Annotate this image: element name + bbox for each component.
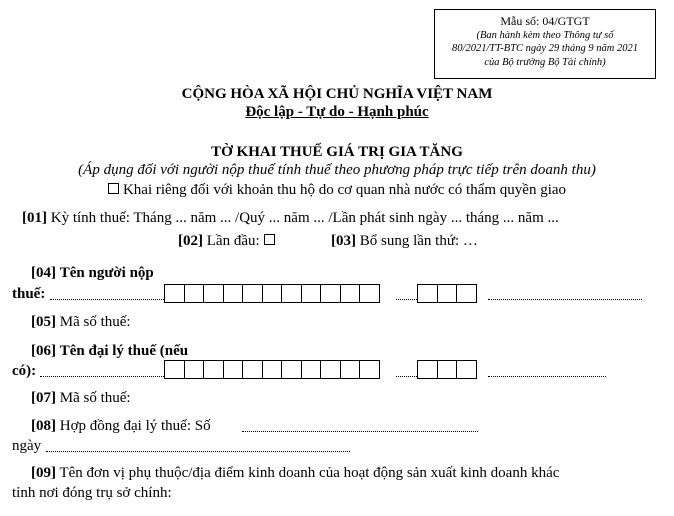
field-02 [178,233,275,250]
motto-text: Độc lập - Tự do - Hạnh phúc [245,104,429,120]
field-05-code: [05] [31,314,56,330]
field-09-line-2: tỉnh nơi đóng trụ sở chính: [12,485,172,501]
field-03-text[interactable]: Bổ sung lần thứ: … [359,233,478,249]
separate-declaration-checkbox[interactable] [108,183,119,194]
field-01-code: [01] [22,210,47,226]
agent-name-dots-3[interactable] [488,376,606,377]
agent-contract-number-dots[interactable] [242,431,478,432]
field-05-text: Mã số thuế: [59,314,131,330]
field-05 [31,314,131,331]
field-08-date-label: ngày [12,438,42,454]
form-title: TỜ KHAI THUẾ GIÁ TRỊ GIA TĂNG [211,144,463,160]
field-02-code: [02] [178,233,203,249]
field-06-line-1 [31,343,188,360]
agent-name-dots-2[interactable] [396,376,417,377]
taxpayer-name-dots-1[interactable] [50,299,164,300]
national-motto [0,104,674,121]
field-01-text[interactable]: Kỳ tính thuế: Tháng ... năm ... /Quý ... năm ... /Lần phát sinh ngày ... tháng ... năm ... [50,210,559,226]
field-08-text: Hợp đồng đại lý thuế: Số [59,418,211,434]
agent-tax-code-cells[interactable] [164,360,379,379]
field-03-code: [03] [331,233,356,249]
field-04-label-cont: thuế: [12,286,46,302]
field-08 [31,418,211,435]
first-time-checkbox[interactable] [264,234,275,245]
field-09-line-1 [31,465,559,482]
field-01 [22,210,559,227]
field-09-code: [09] [31,465,56,481]
field-04-label: Tên người nộp [59,265,154,281]
field-07-text: Mã số thuế: [59,390,131,406]
field-04-code: [04] [31,265,56,281]
agent-name-dots-1[interactable] [40,376,164,377]
field-07 [31,390,131,407]
taxpayer-tax-code-cells[interactable] [164,284,379,303]
field-08-code: [08] [31,418,56,434]
separate-declaration-option [0,182,674,199]
field-04-line-1 [31,265,154,282]
taxpayer-name-dots-3[interactable] [488,299,642,300]
form-note-line-1: (Ban hành kèm theo Thông tư số [476,29,614,41]
field-06-label: Tên đại lý thuế (nếu [59,343,189,359]
form-subtitle: (Áp dụng đối với người nộp thuế tính thuế theo phương pháp trực tiếp trên doanh thu) [78,162,596,178]
form-number-box [434,9,656,79]
field-09-text: Tên đơn vị phụ thuộc/địa điểm kinh doanh của hoạt động sản xuất kinh doanh khác [59,465,560,481]
agent-contract-date-dots[interactable] [46,451,350,452]
country-name: CỘNG HÒA XÃ HỘI CHỦ NGHĨA VIỆT NAM [181,86,493,102]
field-02-text: Lần đầu: [206,233,260,249]
field-06-label-cont: có): [12,363,37,379]
field-03 [331,233,478,250]
separate-declaration-label: Khai riêng đối với khoản thu hộ do cơ quan nhà nước có thẩm quyền giao [122,182,567,198]
agent-branch-code-cells[interactable] [417,360,476,379]
form-number: Mẫu số: 04/GTGT [500,14,590,28]
field-07-code: [07] [31,390,56,406]
taxpayer-branch-code-cells[interactable] [417,284,476,303]
form-note-line-3: của Bộ trưởng Bộ Tài chính) [484,56,606,68]
taxpayer-name-dots-2[interactable] [396,299,417,300]
field-06-code: [06] [31,343,56,359]
form-note-line-2: 80/2021/TT-BTC ngày 29 tháng 9 năm 2021 [452,43,638,54]
